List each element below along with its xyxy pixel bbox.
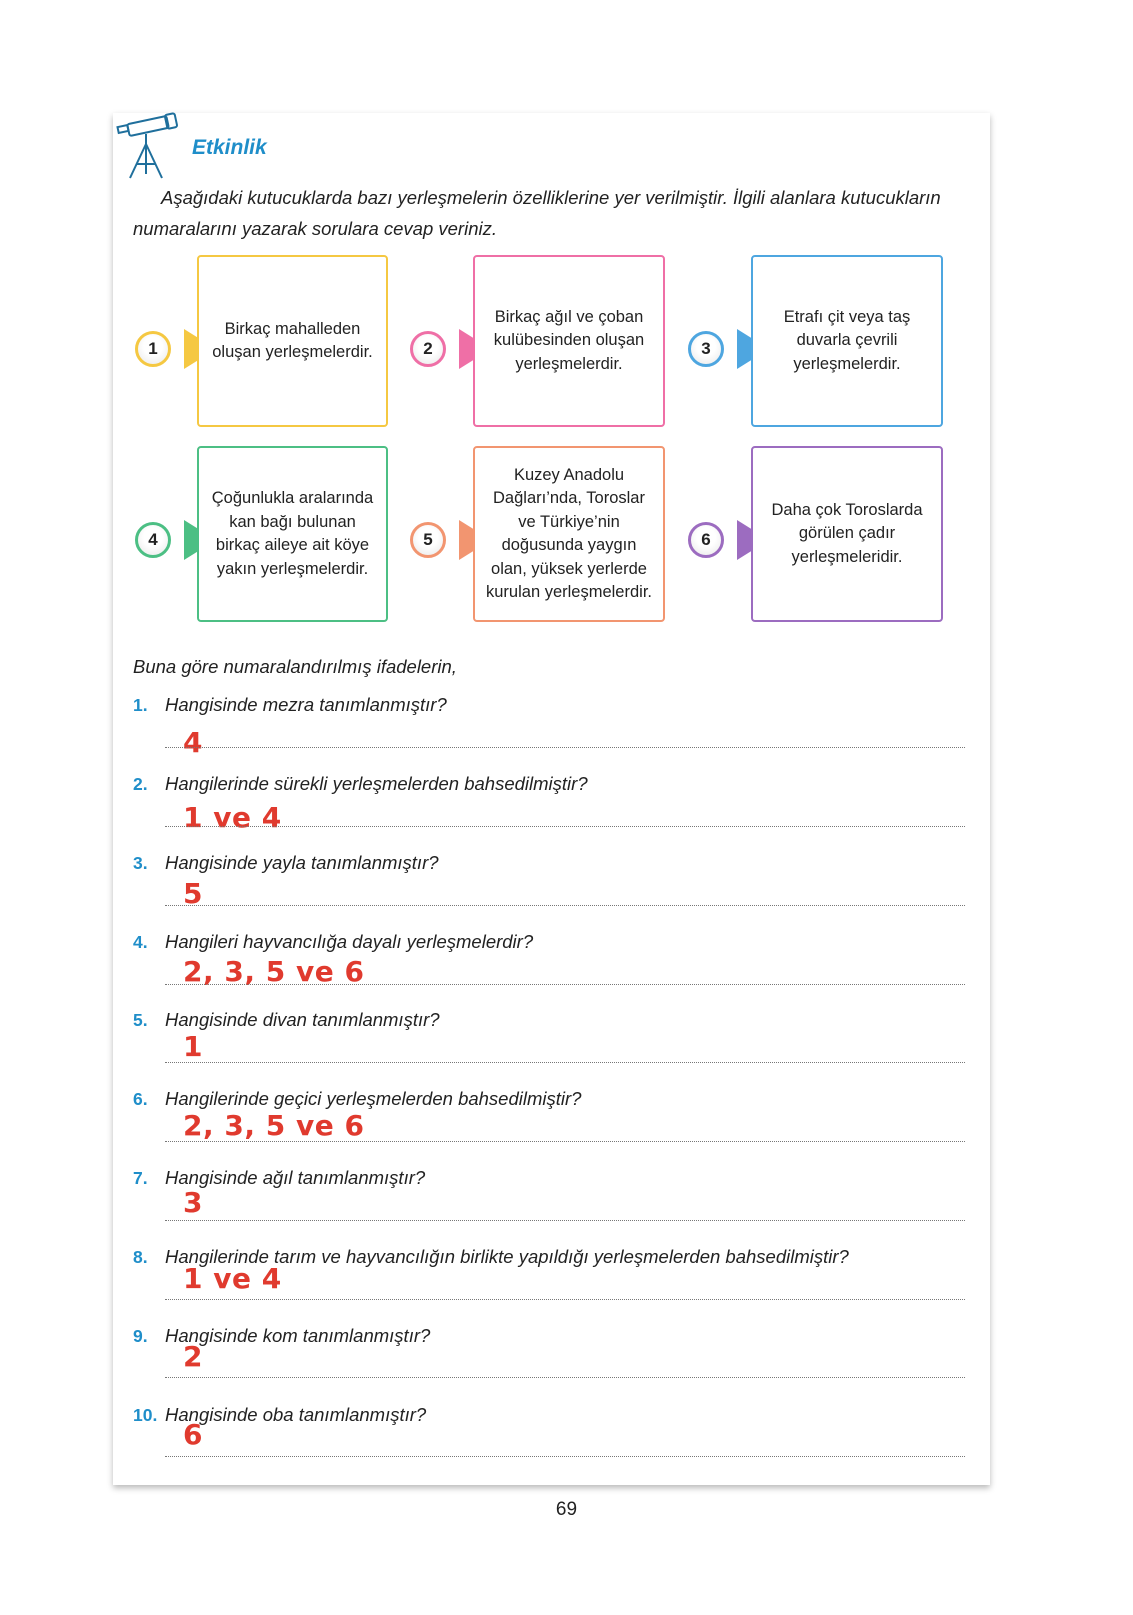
question-text: Hangisinde kom tanımlanmıştır? xyxy=(165,1325,431,1346)
box-number-4: 4 xyxy=(135,522,171,558)
question-text: Hangisinde yayla tanımlanmıştır? xyxy=(165,852,439,873)
question-number: 3. xyxy=(133,853,148,873)
feature-box-6: Daha çok Toroslarda görülen çadır yerleşmeleridir. xyxy=(751,446,943,622)
answer-text: 2, 3, 5 ve 6 xyxy=(183,955,365,988)
question-number: 9. xyxy=(133,1326,148,1346)
question-number: 6. xyxy=(133,1089,148,1109)
feature-box-3: Etrafı çit veya taş duvarla çevrili yerleşmelerdir. xyxy=(751,255,943,427)
answer-line[interactable] xyxy=(165,1299,965,1300)
answer-line[interactable] xyxy=(165,1141,965,1142)
box-number-1: 1 xyxy=(135,331,171,367)
page-number: 69 xyxy=(555,1499,578,1520)
question-text: Hangileri hayvancılığa dayalı yerleşmelerdir? xyxy=(165,931,534,952)
answer-text: 3 xyxy=(183,1186,203,1219)
question-number: 1. xyxy=(133,695,148,715)
activity-instructions: Aşağıdaki kutucuklarda bazı yerleşmelerin özelliklerine yer verilmiştir. İlgili alanlara kutucukların numaralarını yazarak sorulara cevap veriniz. xyxy=(133,187,941,239)
question-text: Hangisinde oba tanımlanmıştır? xyxy=(165,1404,427,1425)
answer-line[interactable] xyxy=(165,984,965,985)
question-number: 7. xyxy=(133,1168,148,1188)
question-number: 2. xyxy=(133,774,148,794)
question-text: Hangilerinde sürekli yerleşmelerden bahsedilmiştir? xyxy=(165,773,588,794)
telescope-icon xyxy=(116,112,186,182)
box-number-5: 5 xyxy=(410,522,446,558)
answer-text: 1 ve 4 xyxy=(183,801,282,834)
answer-text: 5 xyxy=(183,877,203,910)
question-number: 4. xyxy=(133,932,148,952)
feature-box-1: Birkaç mahalleden oluşan yerleşmelerdir. xyxy=(197,255,388,427)
box-number-6: 6 xyxy=(688,522,724,558)
answer-text: 1 ve 4 xyxy=(183,1262,282,1295)
answer-text: 1 xyxy=(183,1030,203,1063)
answer-text: 4 xyxy=(183,726,203,759)
answer-line[interactable] xyxy=(165,1062,965,1063)
feature-box-5: Kuzey Anadolu Dağları’nda, Toroslar ve Türkiye’nin doğusunda yaygın olan, yüksek yerlerde kurulan yerleşmelerdir. xyxy=(473,446,665,622)
answer-line[interactable] xyxy=(165,1456,965,1457)
question-text: Hangisinde divan tanımlanmıştır? xyxy=(165,1009,440,1030)
answer-line[interactable] xyxy=(165,747,965,748)
questions-lead: Buna göre numaralandırılmış ifadelerin, xyxy=(133,656,457,677)
feature-box-4: Çoğunlukla aralarında kan bağı bulunan birkaç aileye ait köye yakın yerleşmelerdir. xyxy=(197,446,388,622)
answer-line[interactable] xyxy=(165,826,965,827)
feature-box-2: Birkaç ağıl ve çoban kulübesinden oluşan yerleşmelerdir. xyxy=(473,255,665,427)
question-number: 5. xyxy=(133,1010,148,1030)
question-text: Hangilerinde tarım ve hayvancılığın birlikte yapıldığı yerleşmelerden bahsedilmiştir? xyxy=(165,1246,849,1267)
question-number: 10. xyxy=(133,1405,158,1425)
answer-text: 2 xyxy=(183,1340,203,1373)
question-number: 8. xyxy=(133,1247,148,1267)
box-number-3: 3 xyxy=(688,331,724,367)
answer-text: 2, 3, 5 ve 6 xyxy=(183,1109,365,1142)
answer-line[interactable] xyxy=(165,905,965,906)
activity-title: Etkinlik xyxy=(192,136,267,159)
question-text: Hangilerinde geçici yerleşmelerden bahsedilmiştir? xyxy=(165,1088,582,1109)
box-number-2: 2 xyxy=(410,331,446,367)
question-text: Hangisinde mezra tanımlanmıştır? xyxy=(165,694,447,715)
answer-text: 6 xyxy=(183,1418,203,1451)
answer-line[interactable] xyxy=(165,1377,965,1378)
answer-line[interactable] xyxy=(165,1220,965,1221)
question-text: Hangisinde ağıl tanımlanmıştır? xyxy=(165,1167,426,1188)
